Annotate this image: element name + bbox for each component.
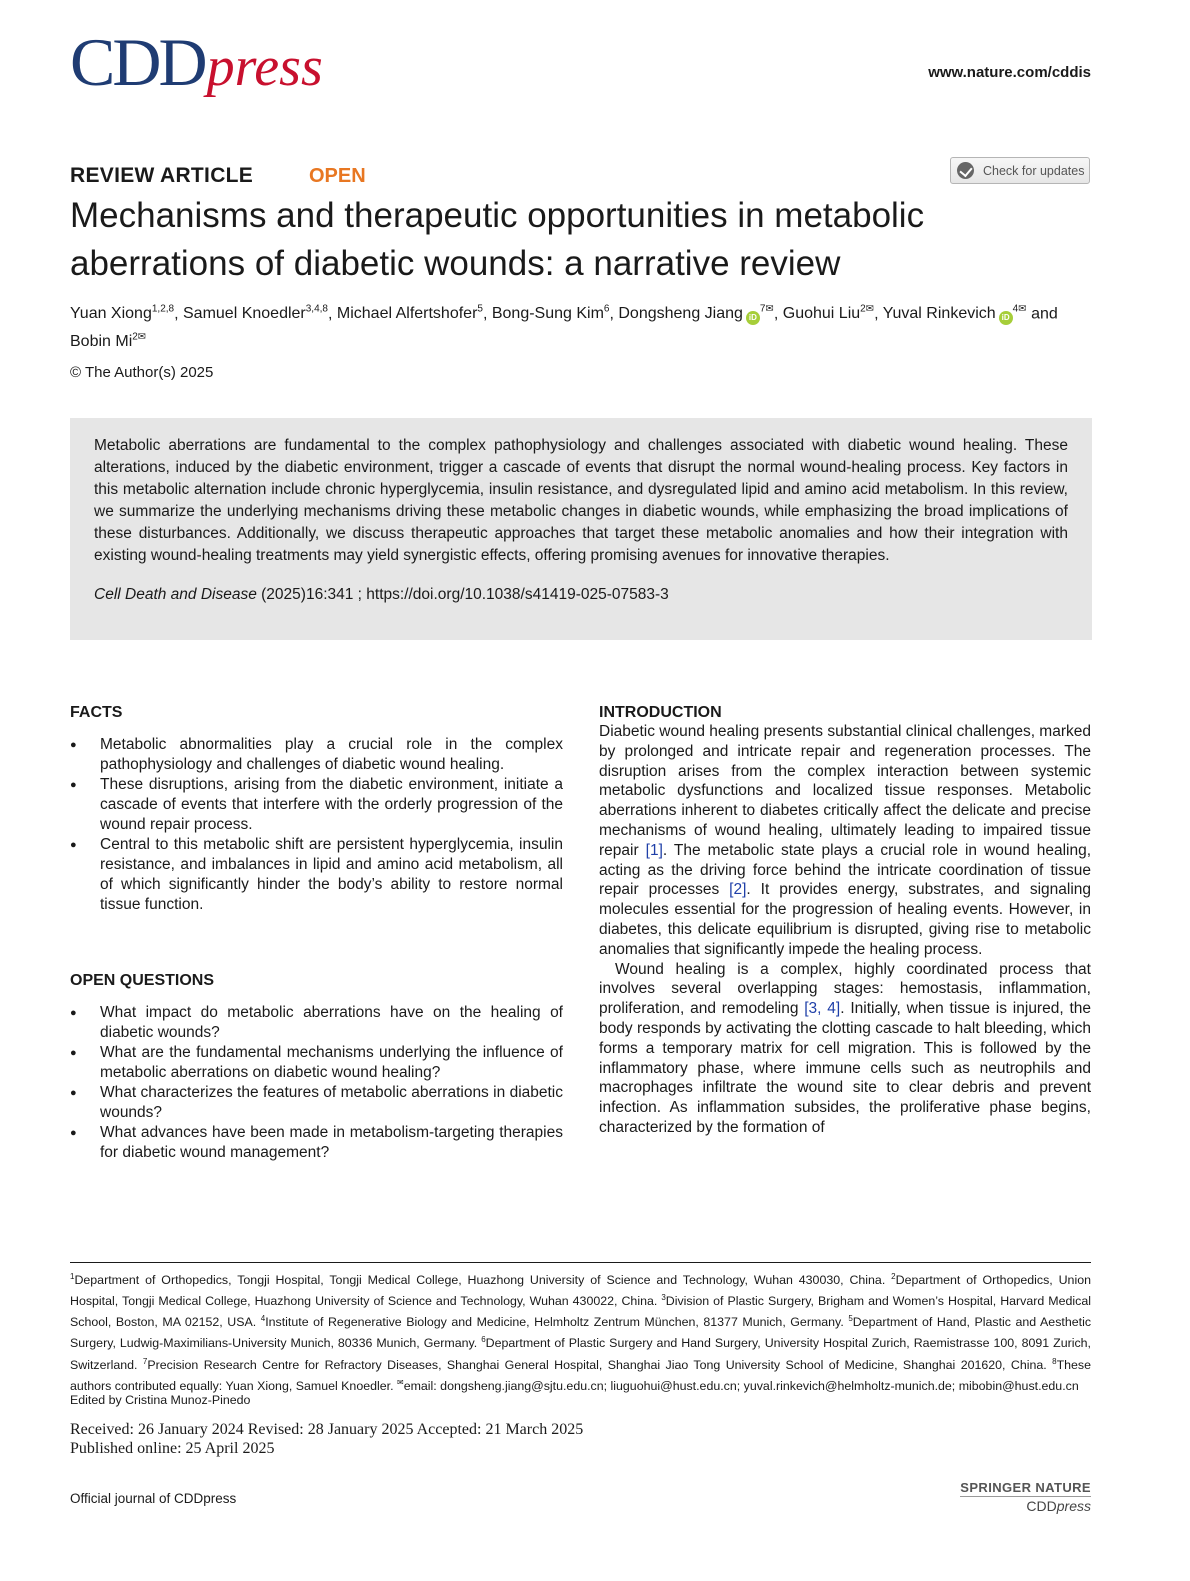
author-affiliation-sup: 6 xyxy=(603,304,610,315)
author-affiliation-sup: 5 xyxy=(477,304,483,315)
abstract-box xyxy=(70,418,1092,640)
journal-url[interactable]: www.nature.com/cddis xyxy=(928,64,1091,81)
logo-cdd: CDD xyxy=(70,24,205,100)
list-item: ● What impact do metabolic aberrations have on the healing of diabetic wounds? xyxy=(70,1003,563,1043)
author-name[interactable]: Dongsheng Jiang $iD^{7✉}$ xyxy=(618,305,774,322)
open-questions-heading: OPEN QUESTIONS xyxy=(70,972,215,989)
citation-link[interactable]: [3, 4] xyxy=(804,1000,841,1018)
article-dates xyxy=(70,1420,583,1458)
abstract-text: Metabolic aberrations are fundamental to the complex pathophysiology and challenges associated with diabetic wound healing. These alterations, induced by the diabetic environment, trigger a cascade of events that disrupt the normal wound-healing process. Key factors in this metabolic alternation include chronic hyperglycemia, insulin resistance, and dysregulated lipid and amino acid metabolism. In this review, we summarize the underlying mechanisms driving these metabolic changes in diabetic wounds, while emphasizing the broad implications of these disturbances. Additionally, we discuss therapeutic approaches that target these metabolic anomalies and how their integration with existing wound-healing treatments may yield synergistic effects, offering promising avenues for innovative therapies. xyxy=(94,437,1068,564)
intro-paragraph: Wound healing is a complex, highly coordinated process that involves several overlapping stages: hemostasis, inflammation, proliferation, and remodeling [3, 4]. Initially, when tissue is injured, the body responds by activating the clotting cascade to halt bleeding, which forms a temporary matrix for cell migration. This is followed by the inflammatory phase, where immune cells such as neutrophils and macrophages infiltrate the wound site to clear debris and prevent infection. As inflammation subsides, the proliferative phase begins, characterized by the formation of xyxy=(599,960,1091,1136)
facts-section xyxy=(70,704,563,915)
facts-heading: FACTS xyxy=(70,704,123,721)
orcid-icon[interactable]: iD xyxy=(746,311,760,325)
article-title: Mechanisms and therapeutic opportunities in metabolic aberrations of diabetic wounds: a narrative review xyxy=(70,196,925,283)
list-item: ● These disruptions, arising from the diabetic environment, initiate a cascade of events that interfere with the orderly progression of the wound repair process. xyxy=(70,775,563,835)
dates-received: Received: 26 January 2024 Revised: 28 January 2025 Accepted: 21 March 2025 xyxy=(70,1421,584,1438)
open-access-badge: OPEN xyxy=(309,165,366,187)
affiliation-text: Department of Plastic Surgery and Hand Surgery, University Hospital Zurich, Raemistrasse 100, 8091 Zurich, Switzerland. xyxy=(70,1336,1091,1372)
author-affiliation-sup: 3,4,8 xyxy=(305,304,328,315)
list-item: ● What are the fundamental mechanisms underlying the influence of metabolic aberrations on diabetic wound healing? xyxy=(70,1043,563,1083)
open-questions-section xyxy=(70,972,563,1163)
springer-nature-wordmark: SPRINGER NATURE xyxy=(960,1480,1091,1495)
list-item: ● What advances have been made in metabolism-targeting therapies for diabetic wound management? xyxy=(70,1123,563,1163)
introduction-section xyxy=(599,704,1091,1138)
author-affiliation-sup: 7✉ xyxy=(759,304,774,315)
affiliation-text: Department of Orthopedics, Union Hospital, Tongji Medical College, Huazhong University of Science and Technology, Wuhan 430022, China. xyxy=(70,1273,1091,1309)
open-questions-list xyxy=(70,1003,563,1163)
affiliations: $^1$Department of Orthopedics, Tongji Hospital, Tongji Medical College, Huazhong University of Science and Technology, Wuhan 430030, China. $^2$Department of Orthopedics, Union Hospital, Tongji Medical College, Huazhong University of Science and Technology, Wuhan 430022, China. $^3$Division of Plastic Surgery, Brigham and Women’s Hospital, Harvard Medical School, Boston, MA 02152, USA. $^4$Institute of Regenerative Biology and Medicine, Helmholtz Zentrum München, 81377 Munich, Germany. $^5$Department of Hand, Plastic and Aesthetic Surgery, Ludwig-Maximilians-University Munich, 80336 Munich, Germany. $^6$Department of Plastic Surgery and Hand Surgery, University Hospital Zurich, Raemistrasse 100, 8091 Zurich, Switzerland. $^7$Precision Research Centre for Refractory Diseases, Shanghai General Hospital, Shanghai Jiao Tong University School of Medicine, Shanghai 201620, China. $^8$These authors contributed equally: Yuan Xiong, Samuel Knoedler. ✉email: dongsheng.jiang@sjtu.edu.cn; liuguohui@hust.edu.cn; yuval.rinkevich@helmholtz-munich.de; mibobin@hust.edu.cn xyxy=(70,1272,1092,1393)
cddpress-logo xyxy=(70,22,323,102)
introduction-heading: INTRODUCTION xyxy=(599,704,722,721)
author-list: Yuan Xiong$^{1,2,8}$, Samuel Knoedler$^{3,4,8}$, Michael Alfertshofer$^5$, Bong-Sung Kim$^6$, Dongsheng Jiang $iD^{7✉}$, Guohui Liu$^{2✉}$, Yuval Rinkevich $iD^{4✉}$ and Bobin $Mi^{2✉}$ xyxy=(70,304,1058,350)
citation-link[interactable]: [1] xyxy=(645,841,663,859)
author-name[interactable]: Yuan Xiong$^{1,2,8}$ xyxy=(70,304,175,323)
affiliation-text: Precision Research Centre for Refractory Diseases, Shanghai General Hospital, Shanghai Jiao Tong University School of Medicine, Shanghai 201620, China. xyxy=(147,1357,1053,1372)
intro-paragraph: Diabetic wound healing presents substantial clinical challenges, marked by prolonged and intricate repair and regeneration processes. The disruption arises from the complex interaction between systemic metabolic dysfunctions and localized tissue responses. Metabolic aberrations inherent to diabetes critically affect the delicate and precise mechanisms of wound healing, ultimately leading to impaired tissue repair [1]. The metabolic state plays a crucial role in wound healing, acting as the driving force behind the intricate coordination of tissue repair processes [2]. It provides energy, substrates, and signaling molecules essential for the progression of healing events. However, in diabetes, this delicate equilibrium is disrupted, giving rise to metabolic anomalies that significantly impede the healing process. xyxy=(599,723,1092,958)
footer-journal: Official journal of CDDpress xyxy=(70,1491,237,1506)
list-item: ● What characterizes the features of metabolic aberrations in diabetic wounds? xyxy=(70,1083,563,1123)
journal-name: Cell Death and Disease xyxy=(94,586,257,603)
logo-press: press xyxy=(206,36,323,98)
copyright: © The Author(s) 2025 xyxy=(70,364,214,381)
edited-by: Edited by Cristina Munoz-Pinedo xyxy=(70,1393,251,1407)
affiliation-text: These authors contributed equally: Yuan Xiong, Samuel Knoedler. xyxy=(70,1357,1091,1393)
author-name[interactable]: Samuel Knoedler$^{3,4,8}$ xyxy=(183,304,328,323)
facts-list xyxy=(70,735,563,915)
list-item: ● Central to this metabolic shift are persistent hyperglycemia, insulin resistance, and imbalances in lipid and amino acid metabolism, all of which significantly hinder the body’s ability to restore normal tissue function. xyxy=(70,835,563,915)
affiliation-text: email: dongsheng.jiang@sjtu.edu.cn; liuguohui@hust.edu.cn; yuval.rinkevich@helmholtz-munich.de; mibobin@hust.edu.cn xyxy=(403,1378,1079,1393)
article-type: REVIEW ARTICLE xyxy=(70,164,254,187)
citation-doi[interactable]: (2025)16:341 ; https://doi.org/10.1038/s41419-025-07583-3 xyxy=(256,586,669,603)
author-affiliation-sup: 1,2,8 xyxy=(151,304,175,315)
citation xyxy=(94,586,1068,604)
affiliation-text: Division of Plastic Surgery, Brigham and Women’s Hospital, Harvard Medical School, Boston, MA 02152, USA. xyxy=(70,1294,1091,1330)
author-name[interactable]: Bong-Sung Kim$^6$ xyxy=(491,304,610,323)
author-name[interactable]: Bobin $Mi^{2✉}$ xyxy=(70,331,147,350)
citation-link[interactable]: [2] xyxy=(729,881,747,899)
springer-nature-logo xyxy=(960,1480,1091,1514)
affiliation-text: Department of Hand, Plastic and Aesthetic Surgery, Ludwig-Maximilians-University Munich, 80336 Munich, Germany. xyxy=(70,1315,1092,1351)
author-affiliation-sup: 4✉ xyxy=(1012,304,1027,315)
footnote-divider xyxy=(70,1262,1091,1263)
affiliation-text: Institute of Regenerative Biology and Medicine, Helmholtz Zentrum München, 81377 Munich, Germany. xyxy=(265,1315,849,1330)
author-affiliation-sup: 2✉ xyxy=(860,304,875,315)
affiliation-text: Department of Orthopedics, Tongji Hospital, Tongji Medical College, Huazhong University of Science and Technology, Wuhan 430030, China. xyxy=(74,1273,892,1288)
check-updates-icon xyxy=(957,162,974,179)
check-for-updates-button[interactable] xyxy=(950,157,1090,184)
list-item: ● Metabolic abnormalities play a crucial role in the complex pathophysiology and challenges of diabetic wound healing. xyxy=(70,735,563,775)
cddpress-wordmark: CDDpress xyxy=(1026,1498,1091,1514)
author-name[interactable]: Michael Alfertshofer$^5$ xyxy=(336,304,483,323)
author-affiliation-sup: 2✉ xyxy=(132,331,147,343)
orcid-icon[interactable]: iD xyxy=(999,311,1013,325)
author-name[interactable]: Guohui Liu$^{2✉}$ xyxy=(782,304,875,323)
author-name[interactable]: Yuval Rinkevich $iD^{4✉}$ xyxy=(883,305,1027,322)
check-updates-label: Check for updates xyxy=(983,163,1085,178)
dates-published: Published online: 25 April 2025 xyxy=(70,1440,275,1457)
